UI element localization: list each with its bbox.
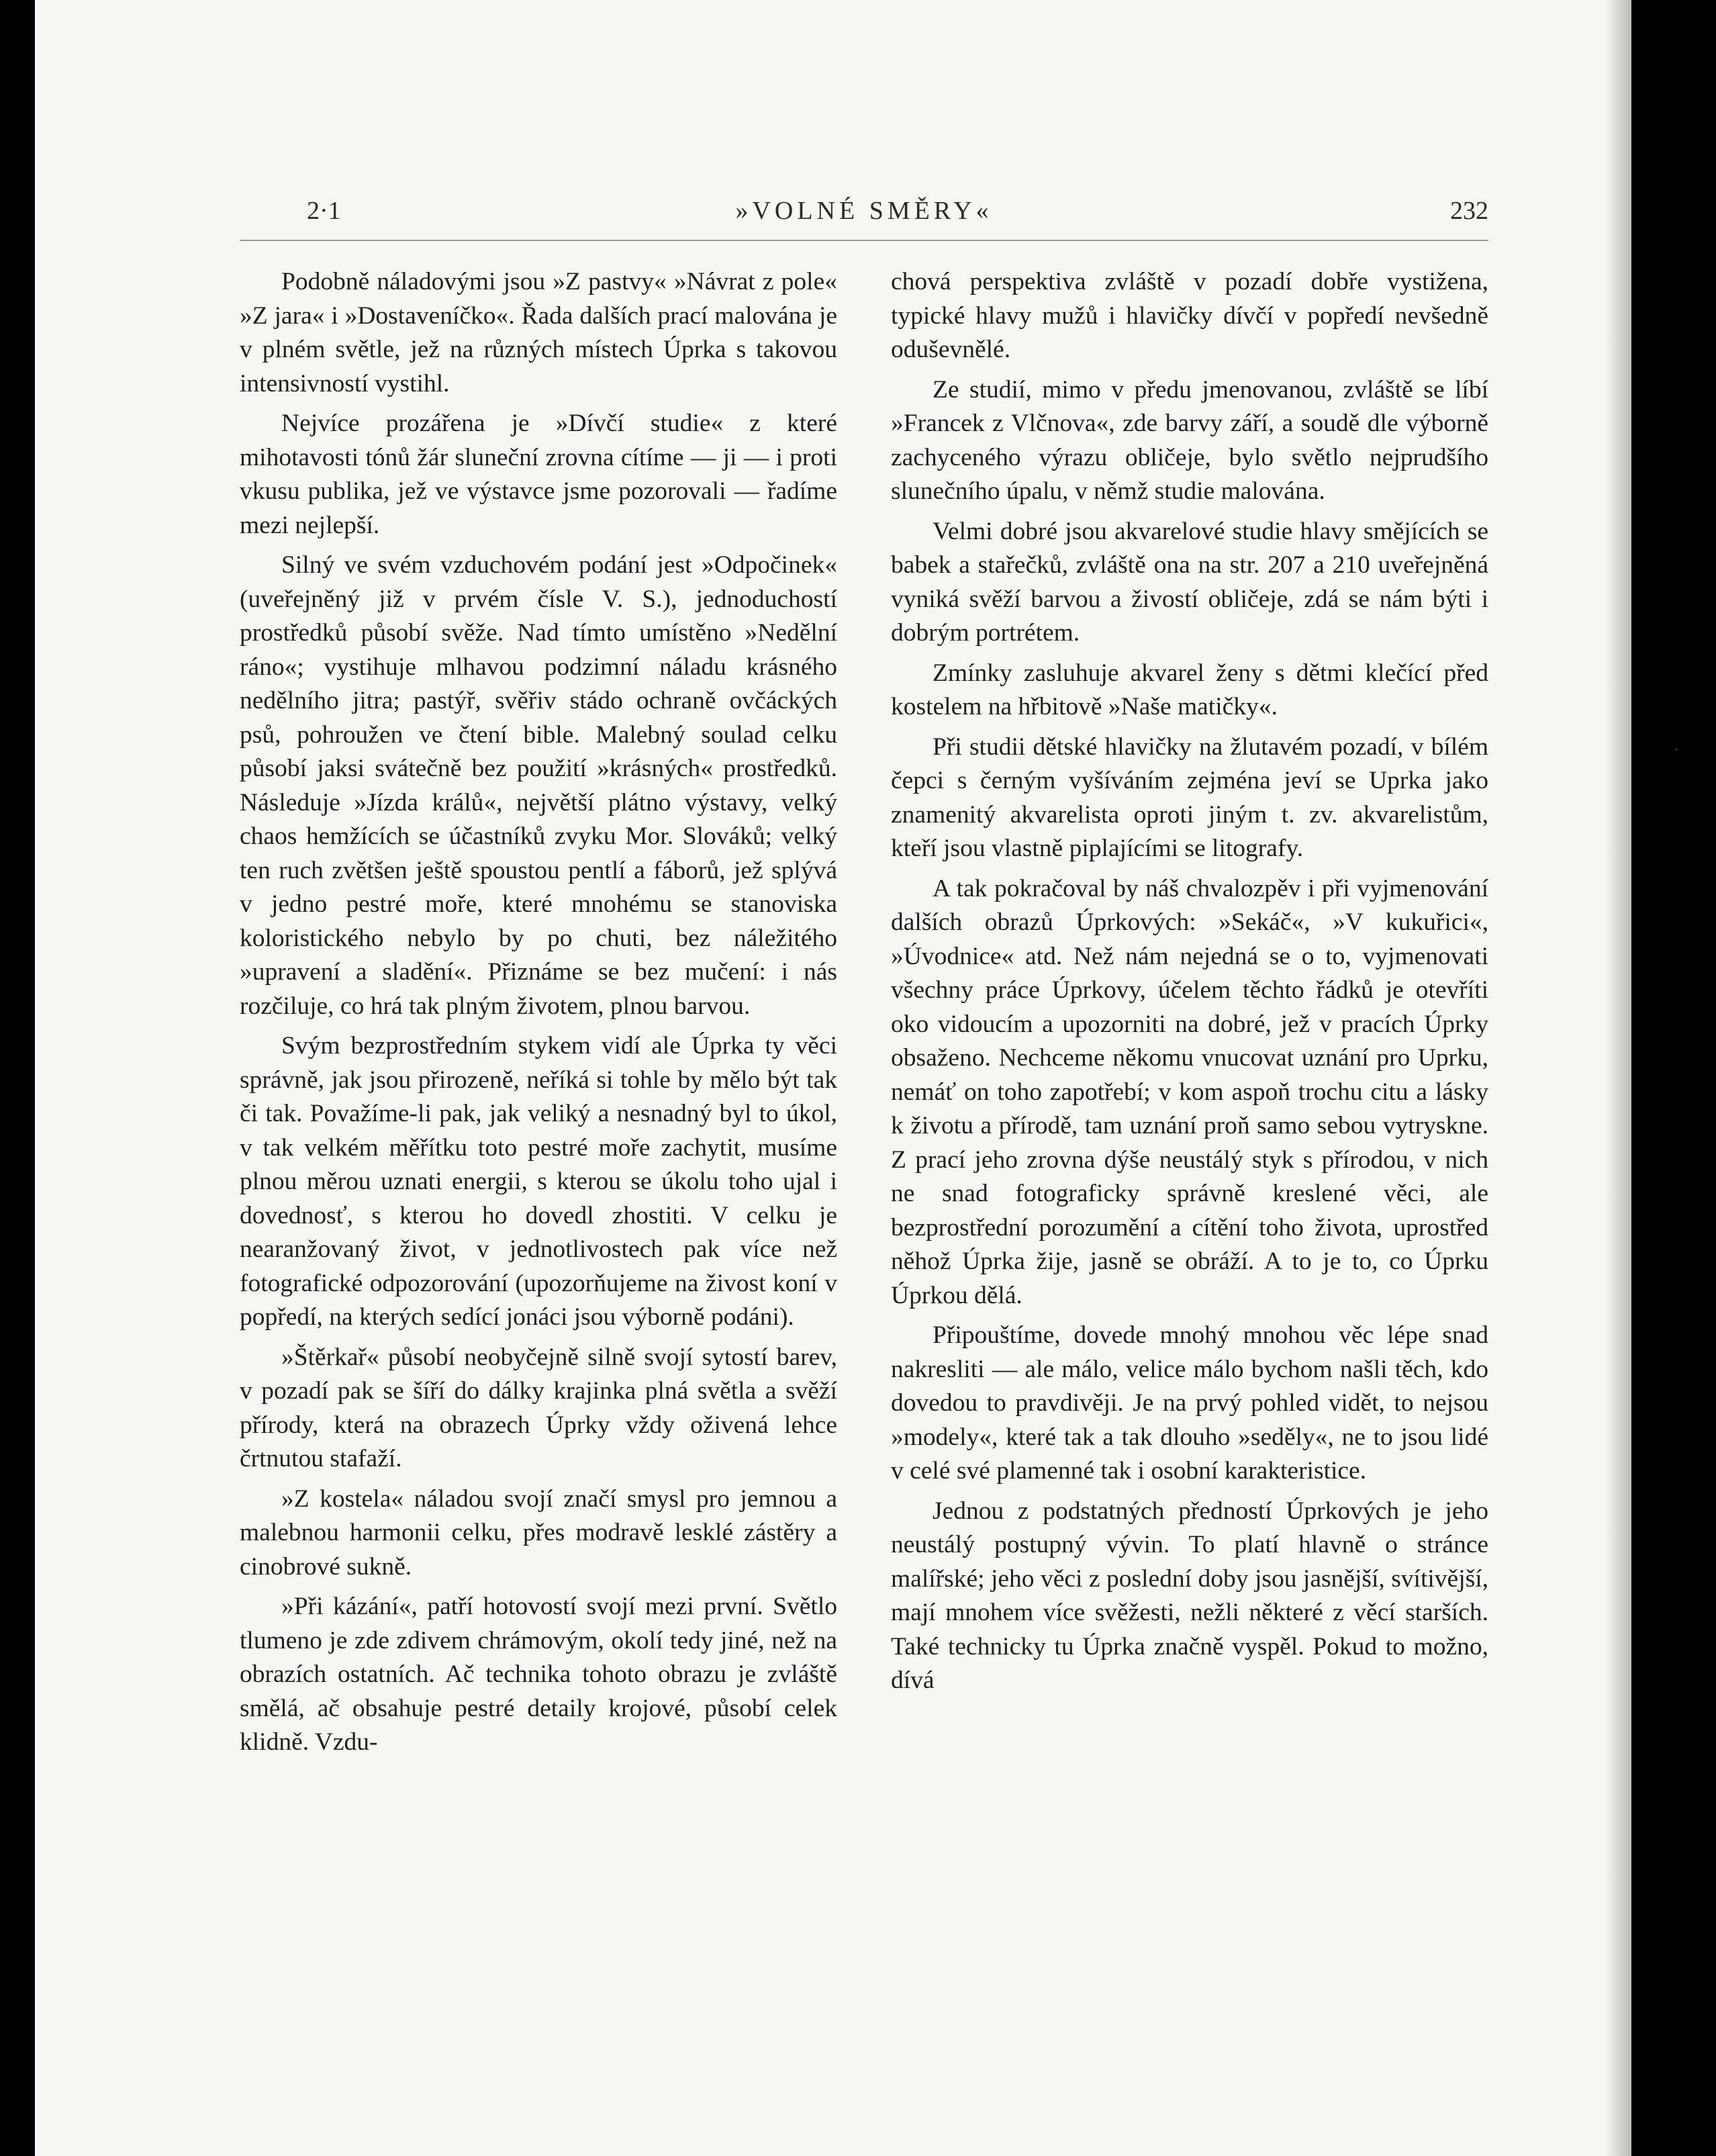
paragraph: Nejvíce prozářena je »Dívčí studie« z které mihotavosti tónů žár sluneční zrovna cítíme — ji — i proti vkusu publika, jež ve výstavce jsme pozorovali — řadíme mezi nejlepší. xyxy=(240,410,837,539)
paragraph: A tak pokračoval by náš chvalozpěv i při vyjmenování dalších obrazů Úprkových: »Sekáč«, »V kukuřici«, »Úvodnice« atd. Než nám nejedná se o to, vyjmenovati všechny práce Úprkovy, účelem těchto řádků je otevříti oko vidoucím a upozorniti na dobré, jež v pracích Úprky obsaženo. Nechceme někomu vnucovat uznání pro Uprku, nemáť on toho zapotřebí; v kom aspoň trochu citu a lásky k životu a přírodě, tam uznání proň samo sebou vytryskne. Z prací jeho zrovna dýše neustálý styk s přírodou, v nich ne snad fotograficky správně kreslené věci, ale bezprostřední porozumění a cítění toho života, uprostřed něhož Úprka žije, jasně se obráží. A to je to, co Úprku Úprkou dělá. xyxy=(891,874,1488,1309)
paragraph: Podobně náladovými jsou »Z pastvy« »Návrat z pole« »Z jara« i »Dostaveníčko«. Řada dalších prací malována je v plném světle, jež na různých místech Úprka s takovou intensivností vystihl. xyxy=(240,268,837,397)
left-column xyxy=(240,265,837,1766)
page-edge-shadow xyxy=(1605,0,1631,2156)
scan-speck: · xyxy=(1673,739,1680,761)
paragraph: »Při kázání«, patří hotovostí svojí mezi první. Světlo tlumeno je zde zdivem chrámovým, okolí tedy jiné, než na obrazích ostatních. Ač technika tohoto obrazu je zvláště smělá, ač obsahuje pestré detaily krojové, působí celek klidně. Vzdu- xyxy=(240,1593,837,1756)
paragraph: Ze studií, mimo v předu jmenovanou, zvláště se líbí »Francek z Vlčnova«, zde barvy září, a soudě dle výborně zachyceného výrazu obličeje, bylo světlo nejprudšího slunečního úpalu, v němž studie malována. xyxy=(891,375,1488,505)
journal-title: »VOLNÉ SMĚRY« xyxy=(735,197,993,225)
book-page xyxy=(35,0,1680,2156)
paragraph: Zmínky zasluhuje akvarel ženy s dětmi klečící před kostelem na hřbitově »Naše matičky«. xyxy=(891,659,1488,720)
paragraph: Silný ve svém vzduchovém podání jest »Odpočinek« (uveřejněný již v prvém čísle V. S.), jednoduchostí prostředků působí svěže. Nad tímto umístěno »Nedělní ráno«; vystihuje mlhavou podzimní náladu krásného nedělního jitra; pastýř, svěřiv stádo ochraně ovčáckých psů, pohroužen ve čtení bible. Malebný soulad celku působí jaksi svátečně bez použití »krásných« prostředků. Následuje »Jízda králů«, největší plátno výstavy, velký chaos hemžících se účastníků zvyku Mor. Slováků; velký ten ruch zvětšen ještě spoustou pentlí a fáborů, jež splývá v jedno pestré moře, které mnohému se stanoviska koloristického nebylo by po chuti, bez náležitého »upravení a sladění«. Přiznáme se bez mučení: i nás rozčiluje, co hrá tak plným životem, plnou barvou. xyxy=(240,551,837,1020)
paragraph: Velmi dobré jsou akvarelové studie hlavy smějících se babek a stařečků, zvláště ona na str. 207 a 210 uveřejněná vyniká svěží barvou a živostí obličeje, zdá se nám býti i dobrým portrétem. xyxy=(891,517,1488,647)
paragraph: »Z kostela« náladou svojí značí smysl pro jemnou a malebnou harmonii celku, přes modravě lesklé zástěry a cinobrové sukně. xyxy=(240,1485,837,1581)
paragraph: Při studii dětské hlavičky na žlutavém pozadí, v bílém čepci s černým vyšíváním zejména jeví se Uprka jako znamenitý akvarelista oproti jiným t. zv. akvarelistům, kteří jsou vlastně piplajícími se litografy. xyxy=(891,733,1488,862)
paragraph-continued: chová perspektiva zvláště v pozadí dobře vystižena, typické hlavy mužů i hlavičky dívčí v popředí nevšedně oduševnělé. xyxy=(891,268,1488,363)
paragraph: Připouštíme, dovede mnohý mnohou věc lépe snad nakresliti — ale málo, velice málo bychom našli těch, kdo dovedou to pravdivěji. Je na prvý pohled vidět, to nejsou »modely«, které tak a tak dlouho »seděly«, ne to jsou lidé v celé své plamenné tak i osobní karakteristice. xyxy=(891,1321,1488,1485)
paragraph: Jednou z podstatných předností Úprkových je jeho neustálý postupný vývin. To platí hlavně o stránce malířské; jeho věci z poslední doby jsou jasnější, svítivější, mají mnohem více svěžesti, nežli některé z věcí starších. Také technicky tu Úprka značně vyspěl. Pokud to možno, dívá xyxy=(891,1497,1488,1694)
page-number: 232 xyxy=(1450,197,1488,225)
paragraph: »Štěrkař« působí neobyčejně silně svojí sytostí barev, v pozadí pak se šíří do dálky krajinka plná světla a svěží přírody, která na obrazech Úprky vždy oživená lehce črtnutou stafaží. xyxy=(240,1343,837,1472)
paragraph: Svým bezprostředním stykem vidí ale Úprka ty věci správně, jak jsou přirozeně, neříká si tohle by mělo být tak či tak. Považíme-li pak, jak veliký a nesnadný byl to úkol, v tak velkém měřítku toto pestré moře zachytit, musíme plnou měrou uznati energii, s kterou se úkolu toho ujal i dovednosť, s kterou ho dovedl zhostiti. V celku je nearanžovaný život, v jednotlivostech pak více než fotografické odpozorování (upozorňujeme na živost koní v popředí, na kterých sedící jonáci jsou výborně podáni). xyxy=(240,1032,837,1331)
header-rule xyxy=(240,240,1488,241)
left-page-number: 2·1 xyxy=(307,197,341,225)
right-column xyxy=(891,265,1488,1704)
running-header xyxy=(240,196,1488,236)
